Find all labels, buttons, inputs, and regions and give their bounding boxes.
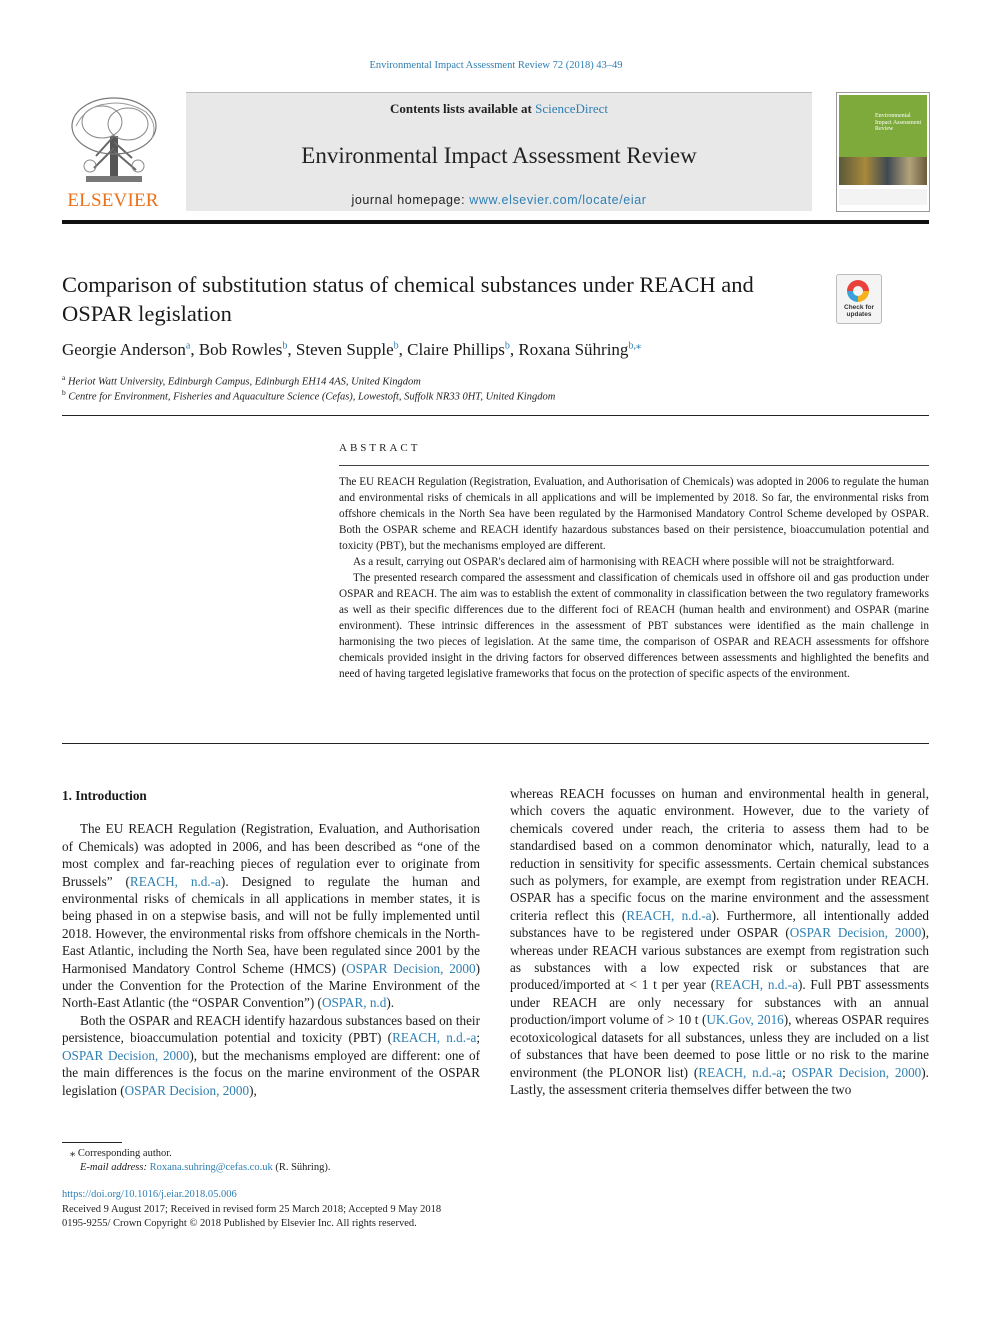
- body-paragraph: Both the OSPAR and REACH identify hazardous substances based on their persistence, bioaccumulation potential and toxicity (PBT) (REACH, n.d.-a; OSPAR Decision, 2000), but the mechanisms employed are different: one of the main differences is the focus on the marine environment of the OSPAR legislation (OSPAR Decision, 2000),: [62, 1012, 480, 1098]
- affiliation-mark: b: [62, 388, 66, 397]
- abstract-paragraph: The presented research compared the assessment and classification of chemicals used in offshore oil and gas production under OSPAR and REACH. The aim was to establish the extent of commonality in classification between the two regulatory frameworks as well as their specific differences due to the different foci of REACH (human health and environment) and OSPAR (marine environment). These intrinsic differences in the assessment of PBT substances were identified as the main challenge in harmonising the two pieces of legislation. At the same time, the comparison of OSPAR and REACH assessments for offshore chemicals provided insight in the driving factors for observed differences between assessments and highlighted the benefits and need of having targeted legislative frameworks that focus on the protection of specific aspects of the environment.: [339, 572, 929, 680]
- journal-name: Environmental Impact Assessment Review: [301, 143, 697, 168]
- cover-photo: [839, 157, 927, 185]
- author-affil-mark[interactable]: b: [282, 340, 288, 352]
- abstract-body: [339, 474, 929, 682]
- body-column-right: [510, 785, 929, 1098]
- reference-link[interactable]: REACH, n.d.-a: [129, 873, 221, 889]
- corresponding-author-note: ⁎ Corresponding author.: [70, 1148, 172, 1159]
- cover-green-panel: [839, 95, 927, 157]
- check-for-updates-label: Check for updates: [844, 304, 874, 318]
- doi-link[interactable]: https://doi.org/10.1016/j.eiar.2018.05.006: [62, 1189, 237, 1200]
- author-name[interactable]: Claire Phillips: [407, 340, 505, 359]
- homepage-link[interactable]: www.elsevier.com/locate/eiar: [469, 193, 647, 207]
- sciencedirect-link[interactable]: ScienceDirect: [535, 101, 609, 116]
- homepage-prefix: journal homepage:: [351, 193, 470, 207]
- section-heading: 1. Introduction: [62, 788, 147, 803]
- email-link[interactable]: Roxana.suhring@cefas.co.uk: [149, 1162, 273, 1173]
- affiliation-text: Centre for Environment, Fisheries and Aquaculture Science (Cefas), Lowestoft, Suffolk NR33 0HT, United Kingdom: [68, 391, 556, 403]
- author-name[interactable]: Georgie Anderson: [62, 340, 186, 359]
- reference-link[interactable]: UK.Gov, 2016: [706, 1012, 784, 1028]
- journal-banner: [186, 92, 812, 211]
- reference-link[interactable]: OSPAR Decision, 2000: [62, 1047, 190, 1063]
- copyright-line: 0195-9255/ Crown Copyright © 2018 Published by Elsevier Inc. All rights reserved.: [62, 1218, 417, 1229]
- cover-title: Environmental Impact Assessment Review: [875, 113, 922, 132]
- header-rule: [62, 220, 929, 224]
- abstract-end-rule: [62, 743, 929, 744]
- check-for-updates-button[interactable]: [836, 274, 882, 324]
- reference-link[interactable]: OSPAR, n.d: [321, 995, 387, 1011]
- affiliation-rule: [62, 415, 929, 416]
- crossmark-icon: [847, 280, 869, 302]
- elsevier-wordmark: ELSEVIER: [67, 190, 159, 211]
- contents-prefix: Contents lists available at: [389, 101, 536, 116]
- author-name[interactable]: Bob Rowles: [198, 340, 283, 359]
- email-suffix: (R. Sühring).: [272, 1162, 331, 1173]
- body-paragraph: The EU REACH Regulation (Registration, Evaluation, and Authorisation of Chemicals) was adopted in 2006, and has been described as “one of the most complex and far-reaching pieces of regulation ever to originate from Brussels” (REACH, n.d.-a). Designed to regulate the human and environmental risks of chemicals in all applications in member states, it is being phased in on a stepwise basis, and will not be fully implemented until 2018. However, the environmental risks from offshore chemicals in the North- East Atlantic, including the North Sea, have been regulated since 2001 by the Harmonised Mandatory Control Scheme (HMCS) (OSPAR Decision, 2000) under the Convention for the Protection of the Marine Environment of the North-East Atlantic (the “OSPAR Convention”) (OSPAR, n.d).: [62, 821, 480, 1011]
- cover-footer: [839, 189, 927, 205]
- email-label: E-mail address:: [80, 1162, 147, 1173]
- footnote-rule: [62, 1142, 122, 1143]
- affiliation-b: [62, 388, 922, 403]
- reference-link[interactable]: OSPAR Decision, 2000: [791, 1064, 922, 1080]
- journal-homepage: [186, 193, 812, 207]
- reference-link[interactable]: REACH, n.d.-a: [626, 907, 712, 923]
- reference-link[interactable]: OSPAR Decision, 2000: [124, 1082, 250, 1098]
- author-affil-mark[interactable]: b: [393, 340, 399, 352]
- author-affil-mark[interactable]: a: [185, 340, 191, 352]
- affiliation-a: [62, 373, 922, 388]
- author-name[interactable]: Steven Supple: [295, 340, 394, 359]
- reference-link[interactable]: REACH, n.d.-a: [698, 1064, 783, 1080]
- affiliation-mark: a: [62, 373, 66, 382]
- author-affil-mark[interactable]: b,⁎: [628, 340, 641, 352]
- body-column-left: [62, 787, 480, 1099]
- author-name[interactable]: Roxana Sühring: [518, 340, 629, 359]
- abstract-heading: ABSTRACT: [339, 442, 421, 454]
- affiliation-text: Heriot Watt University, Edinburgh Campus, Edinburgh EH14 4AS, United Kingdom: [67, 376, 421, 388]
- author-affil-mark[interactable]: b: [504, 340, 510, 352]
- abstract-paragraph: As a result, carrying out OSPAR's declared aim of harmonising with REACH where possible will not be straightforward.: [353, 556, 895, 568]
- article-title: Comparison of substitution status of chemical substances under REACH and OSPAR legislation: [62, 272, 754, 326]
- abstract-paragraph: The EU REACH Regulation (Registration, Evaluation, and Authorisation of Chemicals) was adopted in 2006 to regulate the human and environmental risks of chemicals in all applications and will be implemented by 2018. So far, the environmental risks from offshore chemicals in the North Sea have been regulated by the Harmonised Mandatory Control Scheme developed by OSPAR. Both the OSPAR scheme and REACH identify hazardous substances based on their persistence, bioaccumulation potential and toxicity (PBT), but the mechanisms employed are different.: [339, 476, 929, 552]
- reference-link[interactable]: OSPAR Decision, 2000: [346, 960, 476, 976]
- abstract-rule: [339, 465, 929, 466]
- reference-link[interactable]: REACH, n.d.-a: [715, 977, 798, 993]
- elsevier-tree-icon: [66, 96, 162, 186]
- elsevier-logo[interactable]: [62, 92, 164, 212]
- email-note: [80, 1162, 510, 1173]
- author-list: Georgie Anderson$^a$, Bob Rowles$^b$, Steven Supple$^b$, Claire Phillips$^b$, Roxana Sühring$^{b,⁎}$: [62, 340, 641, 359]
- journal-citation[interactable]: Environmental Impact Assessment Review 72 (2018) 43–49: [369, 60, 623, 71]
- reference-link[interactable]: REACH, n.d.-a: [392, 1030, 477, 1046]
- body-paragraph: whereas REACH focusses on human and environmental health in general, which covers the aquatic environment. However, due to the variety of chemicals covered under reach, the criteria to assess them had to be standardised based on a common denominator which, naturally, lead to a reduction in sensitivity for specific assessments. Certain chemical substances such as polymers, for example, are exempt from registration under REACH. OSPAR has a specific focus on the marine environment and the assessment criteria reflect this (REACH, n.d.-a). Furthermore, all intentionally added substances have to be registered under OSPAR (OSPAR Decision, 2000), whereas under REACH various substances are exempt from registration such as substances with a low expected risk or substances that are produced/imported at < 1 t per year (REACH, n.d.-a). Full PBT assessments under REACH are only necessary for substances with an annual production/import volume of > 10 t (UK.Gov, 2016), whereas OSPAR requires ecotoxicological datasets for all substances, unless they are included on a list of substances that have been deemed to pose little or no risk to the marine environment (the PLONOR list) (REACH, n.d.-a; OSPAR Decision, 2000). Lastly, the assessment criteria themselves differ between the two: [510, 786, 930, 1097]
- contents-line: [186, 101, 812, 117]
- received-dates: Received 9 August 2017; Received in revised form 25 March 2018; Accepted 9 May 2018: [62, 1204, 442, 1215]
- reference-link[interactable]: OSPAR Decision, 2000: [789, 925, 922, 941]
- journal-cover-thumbnail[interactable]: [836, 92, 930, 212]
